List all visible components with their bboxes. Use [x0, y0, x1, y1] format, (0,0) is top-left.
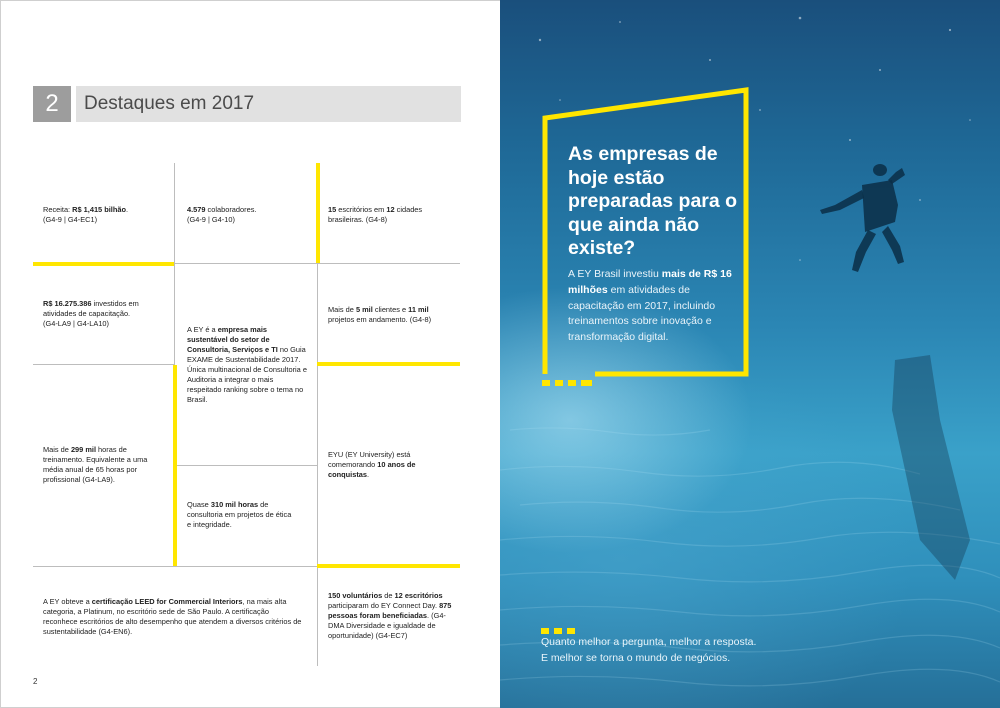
section-number: 2	[33, 86, 71, 122]
highlight-offices: 15 escritórios em 12 cidades brasileiras. (G4-8)	[328, 205, 423, 224]
grid-divider	[33, 364, 174, 365]
highlight-volunteers: 150 voluntários de 12 escritórios participaram do EY Connect Day. 875 pessoas foram beneficiadas. (G4-DMA Diversidade e igualdade de oportunidade) (G4-EC7)	[328, 591, 452, 640]
accent-bar	[317, 362, 460, 366]
highlight-leed: A EY obteve a certificação LEED for Commercial Interiors, na mais alta categoria, a Platinum, no escritório sede de São Paulo. A certificação reconhece escritórios de alto desempenho que atendem a diversos critérios de sustentabilidade (G4-EN6).	[43, 597, 302, 636]
highlight-ey-university: EYU (EY University) está comemorando 10 anos de conquistas.	[328, 450, 416, 479]
highlight-ethics-consulting: Quase 310 mil horas de consultoria em projetos de ética e integridade.	[187, 500, 292, 529]
grid-divider	[174, 465, 317, 466]
yellow-frame	[500, 0, 1000, 708]
page-number: 2	[33, 677, 38, 686]
headline: As empresas de hoje estão preparadas para o que ainda não existe?	[568, 143, 738, 259]
accent-bar	[33, 262, 174, 266]
accent-bar	[316, 163, 320, 263]
highlight-training-investment: R$ 16.275.386 investidos em atividades de capacitação. (G4-LA9 | G4-LA10)	[43, 299, 139, 328]
tagline	[541, 635, 801, 666]
tagline-line-1: Quanto melhor a pergunta, melhor a resposta.	[541, 636, 757, 648]
highlight-employees: 4.579 colaboradores. (G4-9 | G4-10)	[187, 205, 257, 224]
cover-photo-underwater	[500, 0, 1000, 708]
highlight-revenue: Receita: R$ 1,415 bilhão. (G4-9 | G4-EC1)	[43, 205, 129, 224]
body-copy: A EY Brasil investiu mais de R$ 16 milhões em atividades de capacitação em 2017, incluindo treinamentos sobre inovação e transformação digital.	[568, 268, 732, 344]
frame-dots	[542, 373, 597, 379]
tagline-line-2: E melhor se torna o mundo de negócios.	[541, 651, 731, 664]
accent-bar	[173, 365, 177, 465]
highlight-sustainability: A EY é a empresa mais sustentável do setor de Consultoria, Serviços e TI no Guia EXAME de Sustentabilidade 2017. Única multinacional de Consultoria e Auditoria a integrar o mais respeitado ranking sobre o tema no Brasil.	[187, 325, 307, 404]
section-title: Destaques em 2017	[84, 93, 255, 114]
highlight-clients: Mais de 5 mil clientes e 11 mil projetos em andamento. (G4-8)	[328, 305, 432, 324]
grid-divider	[33, 566, 317, 567]
highlight-training-hours: Mais de 299 mil horas de treinamento. Equivalente a uma média anual de 65 horas por profissional (G4-LA9).	[43, 445, 148, 484]
accent-bar	[173, 465, 177, 566]
accent-bar	[317, 564, 460, 568]
quote-dots	[541, 621, 580, 627]
